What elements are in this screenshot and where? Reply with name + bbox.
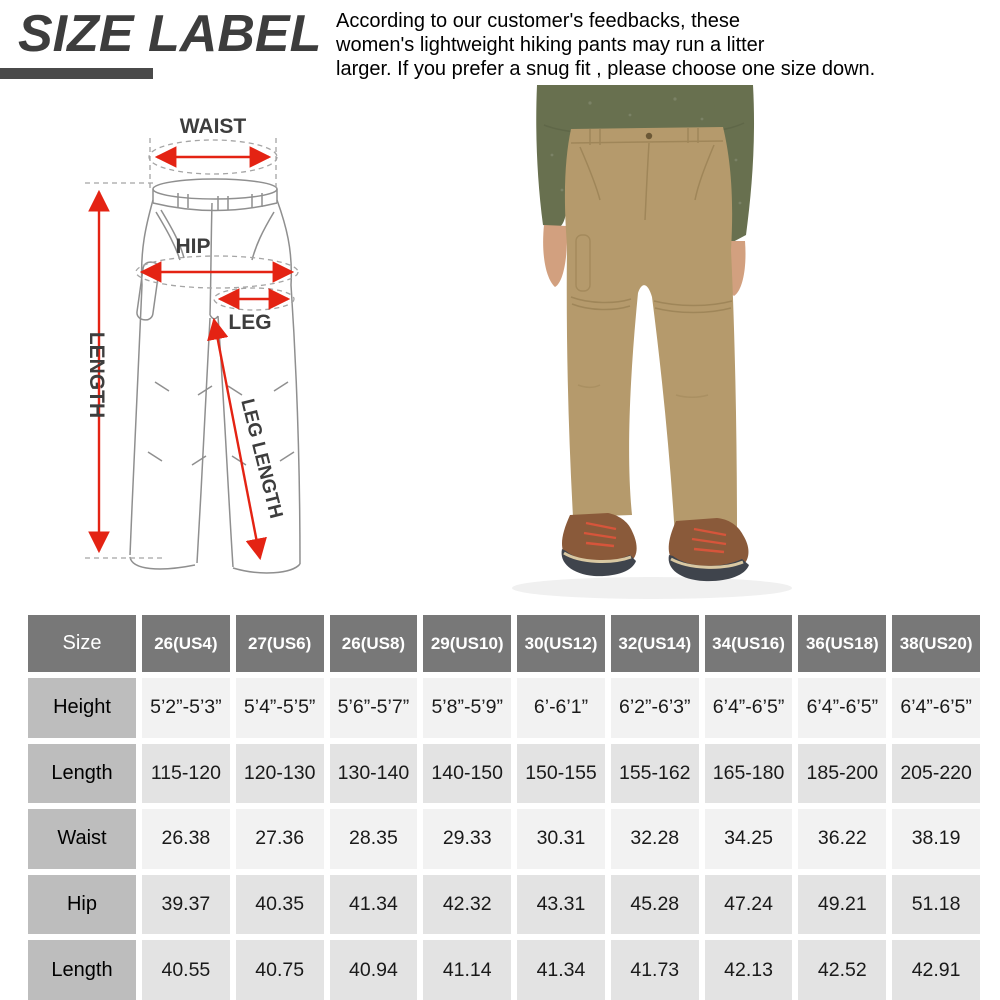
table-cell: 40.55 <box>142 940 230 1000</box>
fit-note-line: According to our customer's feedbacks, these <box>336 10 741 32</box>
fit-note <box>336 9 976 81</box>
table-cell: 32.28 <box>611 809 699 869</box>
title-underline <box>0 68 153 79</box>
table-cell: 34.25 <box>705 809 793 869</box>
table-cell: 29.33 <box>423 809 511 869</box>
pants-diagram-svg <box>60 100 350 610</box>
left-shoe <box>562 513 637 576</box>
table-cell: 130-140 <box>330 744 418 804</box>
table-cell: 45.28 <box>611 875 699 935</box>
right-shoe <box>669 518 749 581</box>
product-photo <box>440 85 920 610</box>
row-label: Waist <box>28 809 136 869</box>
table-cell: 42.32 <box>423 875 511 935</box>
length-label: LENGTH <box>85 331 108 419</box>
table-cell: 6’4”-6’5” <box>705 678 793 738</box>
waist-label: WAIST <box>179 115 247 138</box>
column-header: 32(US14) <box>611 615 699 672</box>
model-pants <box>565 127 737 537</box>
table-cell: 36.22 <box>798 809 886 869</box>
table-corner-size: Size <box>28 615 136 672</box>
pants-button <box>646 133 652 139</box>
table-cell: 42.52 <box>798 940 886 1000</box>
leg-label: LEG <box>228 311 272 334</box>
table-cell: 40.94 <box>330 940 418 1000</box>
table-cell: 42.13 <box>705 940 793 1000</box>
model-shoes <box>562 513 749 581</box>
row-label: Length <box>28 940 136 1000</box>
column-header: 29(US10) <box>423 615 511 672</box>
column-header: 26(US4) <box>142 615 230 672</box>
table-cell: 47.24 <box>705 875 793 935</box>
leg-length-label: LEG LENGTH <box>236 396 287 521</box>
table-cell: 185-200 <box>798 744 886 804</box>
model-photo-svg <box>440 85 920 610</box>
table-cell: 150-155 <box>517 744 605 804</box>
table-cell: 120-130 <box>236 744 324 804</box>
table-cell: 205-220 <box>892 744 980 804</box>
table-cell: 39.37 <box>142 875 230 935</box>
size-table <box>28 615 980 1000</box>
column-header: 38(US20) <box>892 615 980 672</box>
table-cell: 41.34 <box>330 875 418 935</box>
hip-label: HIP <box>175 235 211 258</box>
column-header: 27(US6) <box>236 615 324 672</box>
table-cell: 6’4”-6’5” <box>798 678 886 738</box>
table-cell: 5’8”-5’9” <box>423 678 511 738</box>
table-cell: 40.75 <box>236 940 324 1000</box>
table-cell: 26.38 <box>142 809 230 869</box>
table-cell: 51.18 <box>892 875 980 935</box>
row-label: Height <box>28 678 136 738</box>
page-title: SIZE LABEL <box>18 5 322 63</box>
table-cell: 42.91 <box>892 940 980 1000</box>
table-cell: 28.35 <box>330 809 418 869</box>
column-header: 30(US12) <box>517 615 605 672</box>
column-header: 34(US16) <box>705 615 793 672</box>
table-cell: 41.14 <box>423 940 511 1000</box>
table-cell: 27.36 <box>236 809 324 869</box>
table-cell: 6’4”-6’5” <box>892 678 980 738</box>
table-cell: 140-150 <box>423 744 511 804</box>
row-label: Hip <box>28 875 136 935</box>
table-cell: 38.19 <box>892 809 980 869</box>
fit-note-line: larger. If you prefer a snug fit , please choose one size down. <box>336 58 876 80</box>
table-cell: 30.31 <box>517 809 605 869</box>
table-cell: 165-180 <box>705 744 793 804</box>
floor-shadow <box>512 577 792 599</box>
fit-note-line: women's lightweight hiking pants may run a litter <box>336 34 765 56</box>
row-label: Length <box>28 744 136 804</box>
table-cell: 41.34 <box>517 940 605 1000</box>
table-cell: 5’2”-5’3” <box>142 678 230 738</box>
table-cell: 6’2”-6’3” <box>611 678 699 738</box>
table-cell: 115-120 <box>142 744 230 804</box>
table-cell: 40.35 <box>236 875 324 935</box>
table-cell: 41.73 <box>611 940 699 1000</box>
table-cell: 5’6”-5’7” <box>330 678 418 738</box>
table-cell: 6’-6’1” <box>517 678 605 738</box>
diagram-labels <box>85 115 286 521</box>
column-header: 36(US18) <box>798 615 886 672</box>
table-cell: 155-162 <box>611 744 699 804</box>
pants-measurement-diagram <box>60 100 350 610</box>
table-cell: 49.21 <box>798 875 886 935</box>
table-cell: 5’4”-5’5” <box>236 678 324 738</box>
column-header: 26(US8) <box>330 615 418 672</box>
table-cell: 43.31 <box>517 875 605 935</box>
